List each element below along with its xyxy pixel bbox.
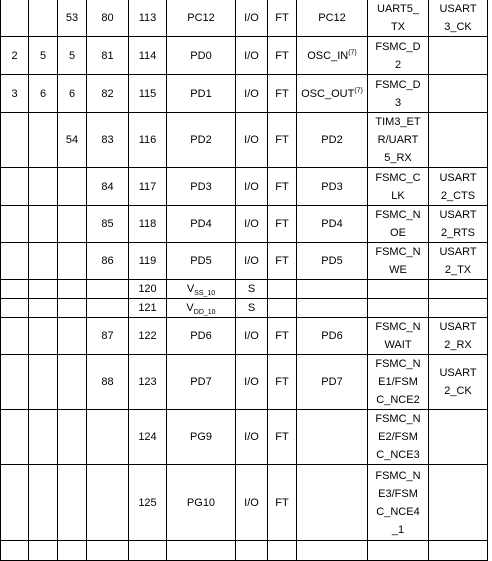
pkg-col-5-cell bbox=[129, 541, 167, 561]
pkg-col-5-cell bbox=[129, 465, 167, 541]
cell-text: FT bbox=[275, 330, 289, 342]
cell-text: 82 bbox=[101, 87, 114, 100]
cell-text-line: FSMC_N bbox=[375, 358, 421, 370]
cell-text: 53 bbox=[65, 12, 79, 24]
cell-text-line: C_NCE2 bbox=[376, 394, 420, 406]
pkg-col-4-cell bbox=[87, 299, 129, 318]
cell-text: 116 bbox=[138, 134, 157, 146]
pkg-col-1-cell bbox=[1, 410, 29, 465]
io-level-cell bbox=[268, 355, 297, 410]
cell-text-line: OE bbox=[390, 227, 406, 239]
cell-text-line: USART bbox=[439, 171, 477, 184]
io-level-cell bbox=[268, 280, 297, 299]
io-level-cell bbox=[268, 113, 297, 168]
pin-type-cell bbox=[236, 75, 268, 113]
pin-type-cell bbox=[236, 37, 268, 75]
alternate-function-1-cell bbox=[368, 355, 429, 410]
cell-text: FT bbox=[275, 134, 289, 146]
cell-text-line: USART bbox=[439, 3, 477, 15]
pkg-col-5-cell bbox=[129, 168, 167, 206]
io-level-cell bbox=[268, 465, 297, 541]
alternate-function-2-cell bbox=[429, 410, 488, 465]
pkg-col-1-cell bbox=[1, 243, 29, 280]
pin-name-cell bbox=[167, 465, 236, 541]
alternate-function-2-cell bbox=[429, 0, 488, 37]
cell-text-line: FSMC_N bbox=[375, 246, 421, 258]
cell-text: PD1 bbox=[190, 87, 212, 100]
pkg-col-3-cell bbox=[58, 206, 87, 243]
cell-text-line: FSMC_N bbox=[375, 469, 421, 482]
cell-text-line: FSMC_N bbox=[375, 209, 421, 221]
pin-name-cell bbox=[167, 243, 236, 280]
cell-text: FT bbox=[275, 218, 289, 230]
cell-text: 122 bbox=[138, 330, 157, 342]
pkg-col-5-cell bbox=[129, 113, 167, 168]
pin-name-cell bbox=[167, 410, 236, 465]
cell-text: 114 bbox=[138, 49, 157, 62]
cell-text: 118 bbox=[138, 218, 157, 230]
table-row bbox=[1, 541, 488, 561]
pkg-col-4-cell bbox=[87, 113, 129, 168]
pkg-col-2-cell bbox=[29, 0, 58, 37]
cell-text: FT bbox=[275, 431, 289, 443]
pkg-col-4-cell bbox=[87, 318, 129, 355]
alternate-function-2-cell bbox=[429, 541, 488, 561]
pkg-col-5-cell bbox=[129, 243, 167, 280]
cell-text: PD6 bbox=[190, 330, 212, 342]
cell-text: I/O bbox=[244, 376, 259, 388]
pin-type-cell bbox=[236, 280, 268, 299]
alternate-function-1-cell bbox=[368, 206, 429, 243]
main-function-cell bbox=[297, 168, 368, 206]
pin-name-cell bbox=[167, 37, 236, 75]
io-level-cell bbox=[268, 75, 297, 113]
cell-text-line: TIM3_ET bbox=[375, 116, 421, 128]
cell-text: PD4 bbox=[321, 218, 343, 230]
pkg-col-4-cell bbox=[87, 168, 129, 206]
pkg-col-3-cell bbox=[58, 243, 87, 280]
alternate-function-1-cell bbox=[368, 37, 429, 75]
alternate-function-2-cell bbox=[429, 168, 488, 206]
main-function-cell bbox=[297, 318, 368, 355]
pin-name-cell bbox=[167, 541, 236, 561]
pkg-col-1-cell bbox=[1, 541, 29, 561]
main-function-cell bbox=[297, 206, 368, 243]
pin-type-cell bbox=[236, 318, 268, 355]
table-row bbox=[1, 75, 488, 113]
pkg-col-4-cell bbox=[87, 355, 129, 410]
pin-type-cell bbox=[236, 465, 268, 541]
table-row bbox=[1, 113, 488, 168]
main-function-cell bbox=[297, 355, 368, 410]
pkg-col-3-cell bbox=[58, 410, 87, 465]
pkg-col-2-cell bbox=[29, 75, 58, 113]
pkg-col-5-cell bbox=[129, 299, 167, 318]
alternate-function-2-cell bbox=[429, 318, 488, 355]
alternate-function-2-cell bbox=[429, 355, 488, 410]
cell-text: I/O bbox=[244, 134, 259, 146]
cell-text: 119 bbox=[138, 255, 157, 267]
main-function-cell bbox=[297, 75, 368, 113]
cell-text-line: USART bbox=[439, 209, 477, 221]
cell-text: PD6 bbox=[321, 330, 343, 342]
cell-text-line: E1/FSM bbox=[378, 376, 418, 388]
cell-text: I/O bbox=[244, 255, 259, 267]
cell-text-line: FSMC_D bbox=[375, 40, 421, 53]
pin-type-cell bbox=[236, 168, 268, 206]
pkg-col-1-cell bbox=[1, 0, 29, 37]
cell-text: PD2 bbox=[321, 134, 343, 146]
pkg-col-3-cell bbox=[58, 168, 87, 206]
cell-text: FT bbox=[275, 376, 289, 388]
alternate-function-1-cell bbox=[368, 318, 429, 355]
cell-text: PD2 bbox=[190, 134, 212, 146]
cell-text-line: _1 bbox=[391, 523, 405, 536]
pkg-col-1-cell bbox=[1, 37, 29, 75]
pin-subscript: SS_10 bbox=[194, 290, 216, 298]
cell-text: FT bbox=[275, 49, 289, 62]
pkg-col-5-cell bbox=[129, 206, 167, 243]
cell-text: I/O bbox=[244, 218, 259, 230]
cell-text: FT bbox=[275, 496, 289, 509]
cell-text-line: 3 bbox=[394, 96, 402, 109]
pin-name-cell bbox=[167, 206, 236, 243]
alternate-function-1-cell bbox=[368, 280, 429, 299]
pkg-col-1-cell bbox=[1, 318, 29, 355]
pkg-col-2-cell bbox=[29, 355, 58, 410]
pkg-col-5-cell bbox=[129, 37, 167, 75]
cell-text-line: C_NCE4 bbox=[376, 505, 420, 518]
pin-name-cell bbox=[167, 113, 236, 168]
pkg-col-3-cell bbox=[58, 75, 87, 113]
cell-text: 83 bbox=[101, 134, 114, 146]
pin-subscript: DD_10 bbox=[193, 309, 216, 317]
pin-type-cell bbox=[236, 243, 268, 280]
pin-type-cell bbox=[236, 113, 268, 168]
table-row bbox=[1, 318, 488, 355]
pkg-col-3-cell bbox=[58, 318, 87, 355]
cell-text-line: 2_CK bbox=[444, 385, 472, 397]
cell-text: 5 bbox=[68, 49, 76, 62]
cell-text-line: 2_RX bbox=[444, 339, 472, 351]
cell-text: OSC_OUT bbox=[301, 87, 355, 100]
cell-text: 115 bbox=[138, 87, 157, 100]
table-row bbox=[1, 243, 488, 280]
main-function-cell bbox=[297, 280, 368, 299]
pkg-col-5-cell bbox=[129, 355, 167, 410]
alternate-function-2-cell bbox=[429, 113, 488, 168]
cell-text-line: E2/FSM bbox=[378, 431, 418, 443]
cell-text: 125 bbox=[138, 496, 157, 509]
alternate-function-1-cell bbox=[368, 168, 429, 206]
main-function-cell bbox=[297, 0, 368, 37]
pkg-col-3-cell bbox=[58, 355, 87, 410]
alternate-function-1-cell bbox=[368, 0, 429, 37]
cell-text: 54 bbox=[65, 134, 79, 146]
cell-text: 124 bbox=[138, 431, 157, 443]
pin-type-cell bbox=[236, 299, 268, 318]
pkg-col-4-cell bbox=[87, 37, 129, 75]
pkg-col-2-cell bbox=[29, 318, 58, 355]
pkg-col-2-cell bbox=[29, 206, 58, 243]
main-function-cell bbox=[297, 541, 368, 561]
pkg-col-3-cell bbox=[58, 541, 87, 561]
pkg-col-4-cell bbox=[87, 280, 129, 299]
pin-type-cell bbox=[236, 206, 268, 243]
cell-text: 88 bbox=[101, 376, 114, 388]
main-function-cell bbox=[297, 37, 368, 75]
pin-name-cell bbox=[167, 355, 236, 410]
cell-text: V bbox=[186, 283, 195, 295]
pkg-col-1-cell bbox=[1, 355, 29, 410]
io-level-cell bbox=[268, 206, 297, 243]
main-function-cell bbox=[297, 299, 368, 318]
pin-name-cell bbox=[167, 75, 236, 113]
cell-text: PG10 bbox=[186, 496, 216, 509]
io-level-cell bbox=[268, 0, 297, 37]
cell-text: FT bbox=[275, 255, 289, 267]
cell-text: 80 bbox=[101, 12, 114, 24]
table-row bbox=[1, 37, 488, 75]
cell-text-line: WAIT bbox=[384, 339, 412, 351]
cell-text-line: 5_RX bbox=[384, 152, 412, 164]
pkg-col-2-cell bbox=[29, 37, 58, 75]
cell-text-line: UART5_ bbox=[377, 3, 419, 15]
table-row bbox=[1, 168, 488, 206]
alternate-function-1-cell bbox=[368, 75, 429, 113]
pkg-col-5-cell bbox=[129, 318, 167, 355]
pin-table-body bbox=[1, 0, 488, 561]
table-row bbox=[1, 465, 488, 541]
cell-text: I/O bbox=[244, 496, 259, 509]
pkg-col-2-cell bbox=[29, 280, 58, 299]
alternate-function-2-cell bbox=[429, 280, 488, 299]
cell-text: I/O bbox=[244, 49, 259, 62]
cell-text: V bbox=[186, 302, 194, 314]
alternate-function-2-cell bbox=[429, 37, 488, 75]
cell-text: 85 bbox=[101, 218, 114, 230]
cell-text: 113 bbox=[138, 12, 157, 24]
pkg-col-2-cell bbox=[29, 243, 58, 280]
cell-text: PC12 bbox=[187, 12, 215, 24]
cell-text: 6 bbox=[39, 87, 47, 100]
cell-text-line: LK bbox=[391, 189, 405, 202]
cell-text: 117 bbox=[138, 180, 157, 193]
cell-text: PD7 bbox=[321, 376, 343, 388]
table-row bbox=[1, 0, 488, 37]
pin-name-cell bbox=[167, 318, 236, 355]
pkg-col-4-cell bbox=[87, 465, 129, 541]
cell-text: I/O bbox=[244, 12, 259, 24]
cell-text: PD5 bbox=[190, 255, 212, 267]
cell-text: I/O bbox=[244, 431, 259, 443]
cell-text-line: FSMC_D bbox=[375, 78, 421, 91]
io-level-cell bbox=[268, 410, 297, 465]
cell-text-line: FSMC_N bbox=[375, 321, 421, 333]
pin-name-cell bbox=[167, 299, 236, 318]
cell-text: OSC_IN bbox=[307, 49, 349, 62]
cell-text: PD0 bbox=[190, 49, 212, 62]
main-function-cell bbox=[297, 465, 368, 541]
pkg-col-1-cell bbox=[1, 75, 29, 113]
pkg-col-2-cell bbox=[29, 113, 58, 168]
pkg-col-4-cell bbox=[87, 410, 129, 465]
cell-text: PG9 bbox=[189, 431, 212, 443]
pkg-col-1-cell bbox=[1, 206, 29, 243]
cell-text-line: 2_RTS bbox=[440, 227, 476, 239]
cell-text: PD4 bbox=[190, 218, 212, 230]
pkg-col-3-cell bbox=[58, 280, 87, 299]
cell-text-line: 2_TX bbox=[444, 264, 472, 276]
footnote-marker: (7) bbox=[354, 86, 363, 94]
pin-type-cell bbox=[236, 410, 268, 465]
pin-name-cell bbox=[167, 168, 236, 206]
pkg-col-4-cell bbox=[87, 206, 129, 243]
pkg-col-1-cell bbox=[1, 280, 29, 299]
alternate-function-1-cell bbox=[368, 243, 429, 280]
pkg-col-3-cell bbox=[58, 113, 87, 168]
pkg-col-5-cell bbox=[129, 75, 167, 113]
pkg-col-2-cell bbox=[29, 465, 58, 541]
alternate-function-2-cell bbox=[429, 75, 488, 113]
pkg-col-4-cell bbox=[87, 541, 129, 561]
cell-text: 121 bbox=[138, 302, 157, 314]
alternate-function-1-cell bbox=[368, 465, 429, 541]
pkg-col-2-cell bbox=[29, 168, 58, 206]
pkg-col-1-cell bbox=[1, 465, 29, 541]
cell-text: 81 bbox=[101, 49, 114, 62]
main-function-cell bbox=[297, 410, 368, 465]
pin-type-cell bbox=[236, 541, 268, 561]
alternate-function-1-cell bbox=[368, 410, 429, 465]
io-level-cell bbox=[268, 168, 297, 206]
cell-text: 86 bbox=[101, 255, 114, 267]
cell-text: S bbox=[247, 302, 256, 314]
cell-text-line: USART bbox=[439, 367, 477, 379]
pkg-col-2-cell bbox=[29, 541, 58, 561]
cell-text: 120 bbox=[138, 283, 157, 295]
cell-text: I/O bbox=[244, 87, 259, 100]
cell-text-line: USART bbox=[439, 246, 477, 258]
cell-text: PD3 bbox=[321, 180, 343, 193]
alternate-function-1-cell bbox=[368, 541, 429, 561]
pkg-col-4-cell bbox=[87, 0, 129, 37]
cell-text-line: WE bbox=[389, 264, 407, 276]
io-level-cell bbox=[268, 299, 297, 318]
cell-text: FT bbox=[275, 12, 289, 24]
cell-text-line: C_NCE3 bbox=[376, 449, 420, 461]
cell-text: FT bbox=[275, 87, 289, 100]
pkg-col-5-cell bbox=[129, 410, 167, 465]
main-function-cell bbox=[297, 243, 368, 280]
pkg-col-5-cell bbox=[129, 280, 167, 299]
pkg-col-3-cell bbox=[58, 299, 87, 318]
table-row bbox=[1, 299, 488, 318]
cell-text: 123 bbox=[138, 376, 157, 388]
pkg-col-1-cell bbox=[1, 113, 29, 168]
cell-text: 3 bbox=[11, 87, 18, 100]
cell-text: FT bbox=[275, 180, 289, 193]
table-row bbox=[1, 280, 488, 299]
footnote-marker: (7) bbox=[348, 48, 357, 56]
pin-name-cell bbox=[167, 0, 236, 37]
pkg-col-4-cell bbox=[87, 243, 129, 280]
pkg-col-5-cell bbox=[129, 0, 167, 37]
pkg-col-3-cell bbox=[58, 465, 87, 541]
cell-text: I/O bbox=[244, 330, 259, 342]
table-row bbox=[1, 206, 488, 243]
cell-text: 2 bbox=[11, 49, 18, 62]
cell-text: PD3 bbox=[190, 180, 212, 193]
main-function-cell bbox=[297, 113, 368, 168]
cell-text: 5 bbox=[39, 49, 47, 62]
cell-text: 6 bbox=[68, 87, 76, 100]
cell-text-line: 2 bbox=[394, 58, 402, 71]
alternate-function-1-cell bbox=[368, 299, 429, 318]
table-row bbox=[1, 355, 488, 410]
cell-text: PD7 bbox=[190, 376, 212, 388]
cell-text-line: FSMC_C bbox=[375, 171, 421, 184]
pkg-col-2-cell bbox=[29, 410, 58, 465]
io-level-cell bbox=[268, 541, 297, 561]
pin-type-cell bbox=[236, 0, 268, 37]
alternate-function-1-cell bbox=[368, 113, 429, 168]
cell-text-line: FSMC_N bbox=[375, 413, 421, 425]
cell-text: PD5 bbox=[321, 255, 343, 267]
cell-text: 87 bbox=[101, 330, 114, 342]
cell-text: I/O bbox=[244, 180, 259, 193]
pkg-col-4-cell bbox=[87, 75, 129, 113]
pkg-col-1-cell bbox=[1, 168, 29, 206]
pkg-col-1-cell bbox=[1, 299, 29, 318]
io-level-cell bbox=[268, 318, 297, 355]
io-level-cell bbox=[268, 37, 297, 75]
cell-text-line: E3/FSM bbox=[378, 487, 418, 500]
cell-text: 84 bbox=[101, 180, 114, 193]
alternate-function-2-cell bbox=[429, 299, 488, 318]
table-row bbox=[1, 410, 488, 465]
cell-text: S bbox=[247, 283, 256, 295]
cell-text-line: R/UART bbox=[377, 134, 419, 146]
pkg-col-3-cell bbox=[58, 0, 87, 37]
alternate-function-2-cell bbox=[429, 243, 488, 280]
pin-type-cell bbox=[236, 355, 268, 410]
alternate-function-2-cell bbox=[429, 206, 488, 243]
cell-text-line: 2_CTS bbox=[440, 189, 476, 202]
cell-text-line: USART bbox=[439, 321, 477, 333]
cell-text: PC12 bbox=[318, 12, 346, 24]
cell-text-line: 3_CK bbox=[444, 21, 472, 33]
alternate-function-2-cell bbox=[429, 465, 488, 541]
pkg-col-3-cell bbox=[58, 37, 87, 75]
io-level-cell bbox=[268, 243, 297, 280]
cell-text-line: TX bbox=[390, 21, 406, 33]
pkg-col-2-cell bbox=[29, 299, 58, 318]
pin-name-cell bbox=[167, 280, 236, 299]
